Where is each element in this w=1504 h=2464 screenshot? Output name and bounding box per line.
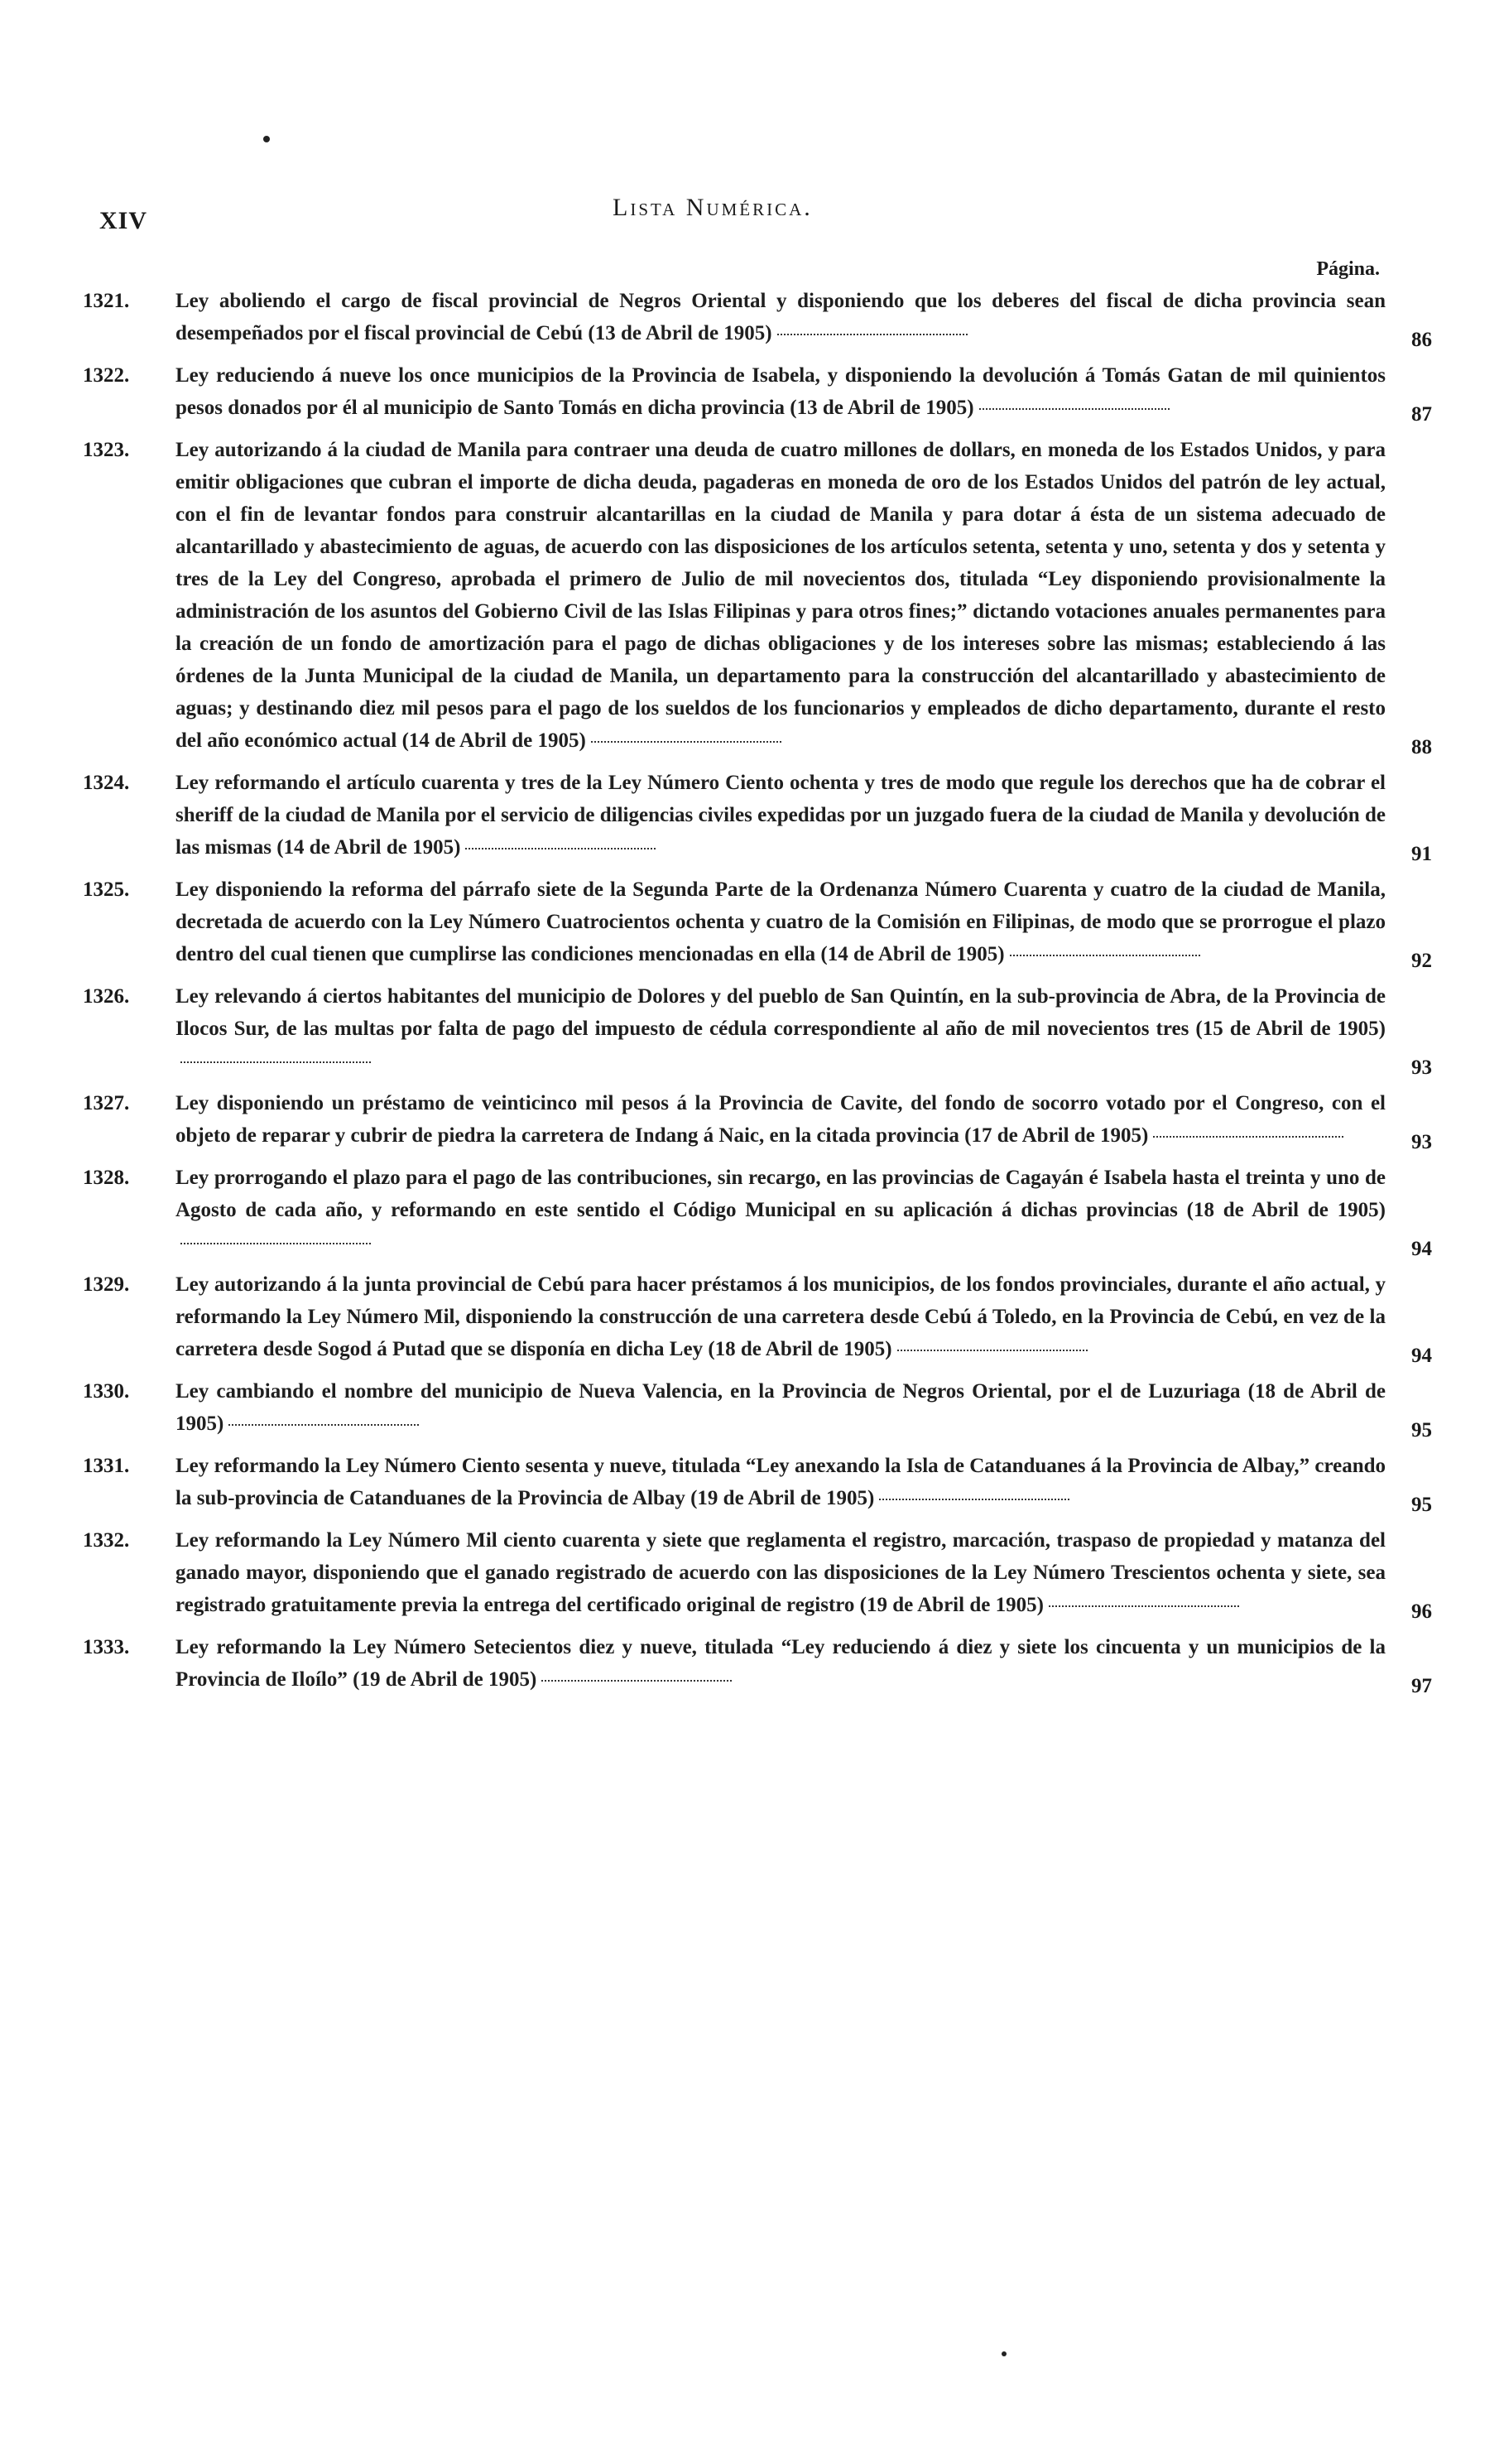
entry-number: 1332.	[83, 1529, 130, 1552]
entry-text	[175, 873, 1386, 970]
entry-description: Ley autorizando á la junta provincial de Cebú para hacer préstamos á los municipios, de los fondos provinciales, durante el año actual, y reformando la Ley Número Mil, disponiendo la construcción de una carretera desde Cebú á Toledo, en la Provincia de Cebú, en vez de la carretera desde Sogod á Putad que se disponía en dicha Ley (18 de Abril de 1905)	[175, 1273, 1386, 1360]
ink-speck	[1002, 2351, 1007, 2356]
entry-list	[83, 285, 1432, 1706]
entry-text	[175, 1524, 1386, 1621]
entry-number: 1331.	[83, 1455, 130, 1477]
entry-page: 87	[1411, 403, 1432, 426]
entry-page: 96	[1411, 1600, 1432, 1623]
list-item	[83, 1162, 1432, 1260]
entry-page: 94	[1411, 1345, 1432, 1367]
entry-page: 93	[1411, 1056, 1432, 1079]
dot-leader	[979, 408, 1170, 410]
dot-leader	[591, 741, 781, 743]
list-item	[83, 873, 1432, 972]
entry-number: 1329.	[83, 1273, 130, 1296]
entry-text	[175, 1268, 1386, 1365]
entry-number: 1322.	[83, 364, 130, 387]
entry-number: 1324.	[83, 772, 130, 794]
entry-text	[175, 1162, 1386, 1258]
entry-description: Ley reformando la Ley Número Setecientos diez y nueve, titulada “Ley reduciendo á diez y siete los cincuenta y un municipios de la Provincia de Iloílo” (19 de Abril de 1905)	[175, 1636, 1386, 1691]
entry-text	[175, 1375, 1386, 1440]
dot-leader	[180, 1243, 371, 1244]
entry-text	[175, 285, 1386, 349]
entry-description: Ley relevando á ciertos habitantes del municipio de Dolores y del pueblo de San Quintín, en la sub-provincia de Abra, de la Provincia de Ilocos Sur, de las multas por falta de pago del impuesto de cédula correspondiente al año de mil novecientos tres (15 de Abril de 1905)	[175, 985, 1386, 1040]
dot-leader	[541, 1680, 732, 1682]
dot-leader	[1049, 1605, 1239, 1607]
list-item	[83, 1087, 1432, 1153]
dot-leader	[1153, 1136, 1343, 1138]
list-item	[83, 1375, 1432, 1441]
dot-leader	[180, 1061, 371, 1063]
entry-description: Ley aboliendo el cargo de fiscal provincial de Negros Oriental y disponiendo que los deberes del fiscal de dicha provincia sean desempeñados por el fiscal provincial de Cebú (13 de Abril de 1905)	[175, 290, 1386, 344]
entry-description: Ley reformando la Ley Número Mil ciento cuarenta y siete que reglamenta el registro, marcación, traspaso de propiedad y matanza del ganado mayor, disponiendo que el ganado registrado de acuerdo con las disposiciones de la Ley Número Trescientos ochenta y siete, sea registrado gratuitamente previa la entrega del certificado original de registro (19 de Abril de 1905)	[175, 1529, 1386, 1616]
entry-page: 94	[1411, 1238, 1432, 1260]
entry-text	[175, 359, 1386, 424]
list-item	[83, 980, 1432, 1079]
entry-description: Ley reformando la Ley Número Ciento sesenta y nueve, titulada “Ley anexando la Isla de Catanduanes á la Provincia de Albay,” creando la sub-provincia de Catanduanes de la Provincia de Albay (19 de Abril de 1905)	[175, 1455, 1386, 1509]
entry-number: 1330.	[83, 1380, 130, 1403]
dot-leader	[228, 1424, 419, 1426]
list-item	[83, 434, 1432, 758]
entry-description: Ley disponiendo un préstamo de veinticinco mil pesos á la Provincia de Cavite, del fondo de socorro votado por el Congreso, con el objeto de reparar y cubrir de piedra la carretera de Indang á Naic, en la citada provincia (17 de Abril de 1905)	[175, 1092, 1386, 1147]
entry-number: 1326.	[83, 985, 130, 1008]
entry-page: 95	[1411, 1419, 1432, 1441]
entry-description: Ley reduciendo á nueve los once municipios de la Provincia de Isabela, y disponiendo la devolución á Tomás Gatan de mil quinientos pesos donados por él al municipio de Santo Tomás en dicha provincia (13 de Abril de 1905)	[175, 364, 1386, 419]
list-item	[83, 767, 1432, 865]
entry-description: Ley autorizando á la ciudad de Manila para contraer una deuda de cuatro millones de dollars, en moneda de los Estados Unidos, y para emitir obligaciones que cubran el importe de dicha deuda, pagaderas en moneda de oro de los Estados Unidos del patrón de ley actual, con el fin de levantar fondos para construir alcantarillas en la ciudad de Manila y para dotar á ésta de un sistema adecuado de alcantarillado y abastecimiento de aguas, de acuerdo con las disposiciones de los artículos setenta, setenta y uno, setenta y dos y setenta y tres de la Ley del Congreso, aprobada el primero de Julio de mil novecientos dos, titulada “Ley disponiendo provisionalmente la administración de los asuntos del Gobierno Civil de las Islas Filipinas y para otros fines;” dictando votaciones anuales permanentes para la creación de un fondo de amortización para el pago de dichas obligaciones y de los intereses sobre las mismas; estableciendo á las órdenes de la Junta Municipal de la ciudad de Manila, un departamento para la construcción del alcantarillado y abastecimiento de aguas; y destinando diez mil pesos para el pago de los sueldos de los funcionarios y empleados de dicho departamento, durante el resto del año económico actual (14 de Abril de 1905)	[175, 439, 1386, 752]
list-item	[83, 1631, 1432, 1697]
list-item	[83, 1450, 1432, 1516]
entry-page: 97	[1411, 1675, 1432, 1697]
entry-text	[175, 1087, 1386, 1152]
page-number: XIV	[99, 207, 148, 234]
entry-number: 1328.	[83, 1167, 130, 1189]
entry-text	[175, 980, 1386, 1077]
page-column-label: Página.	[1316, 258, 1380, 280]
entry-text	[175, 434, 1386, 757]
entry-page: 92	[1411, 950, 1432, 972]
running-head: Lista Numérica.	[613, 194, 813, 221]
entry-page: 95	[1411, 1494, 1432, 1516]
entry-text	[175, 1450, 1386, 1514]
dot-leader	[1010, 955, 1200, 956]
entry-number: 1333.	[83, 1636, 130, 1658]
entry-page: 88	[1411, 736, 1432, 758]
entry-text	[175, 767, 1386, 864]
dot-leader	[897, 1350, 1088, 1351]
ink-speck	[263, 136, 270, 142]
list-item	[83, 359, 1432, 426]
entry-number: 1327.	[83, 1092, 130, 1114]
entry-description: Ley cambiando el nombre del municipio de Nueva Valencia, en la Provincia de Negros Oriental, por el de Luzuriaga (18 de Abril de 1905)	[175, 1380, 1386, 1435]
dot-leader	[465, 848, 656, 849]
entry-text	[175, 1631, 1386, 1696]
dot-leader	[879, 1499, 1069, 1500]
entry-page: 91	[1411, 843, 1432, 865]
list-item	[83, 1524, 1432, 1623]
list-item	[83, 285, 1432, 351]
entry-number: 1321.	[83, 290, 130, 312]
entry-page: 93	[1411, 1131, 1432, 1153]
dot-leader	[777, 334, 968, 335]
entry-description: Ley reformando el artículo cuarenta y tres de la Ley Número Ciento ochenta y tres de modo que regule los derechos que ha de cobrar el sheriff de la ciudad de Manila por el servicio de diligencias civiles expedidas por un juzgado fuera de la ciudad de Manila y devolución de las mismas (14 de Abril de 1905)	[175, 772, 1386, 859]
list-item	[83, 1268, 1432, 1367]
entry-description: Ley disponiendo la reforma del párrafo siete de la Segunda Parte de la Ordenanza Número Cuarenta y cuatro de la ciudad de Manila, decretada de acuerdo con la Ley Número Cuatrocientos ochenta y cuatro de la Comisión en Filipinas, de modo que se prorrogue el plazo dentro del cual tienen que cumplirse las condiciones mencionadas en ella (14 de Abril de 1905)	[175, 878, 1386, 965]
entry-number: 1325.	[83, 878, 130, 901]
entry-description: Ley prorrogando el plazo para el pago de las contribuciones, sin recargo, en las provincias de Cagayán é Isabela hasta el treinta y uno de Agosto de cada año, y reformando en este sentido el Código Municipal en su aplicación á dichas provincias (18 de Abril de 1905)	[175, 1167, 1386, 1221]
entry-number: 1323.	[83, 439, 130, 461]
entry-page: 86	[1411, 329, 1432, 351]
